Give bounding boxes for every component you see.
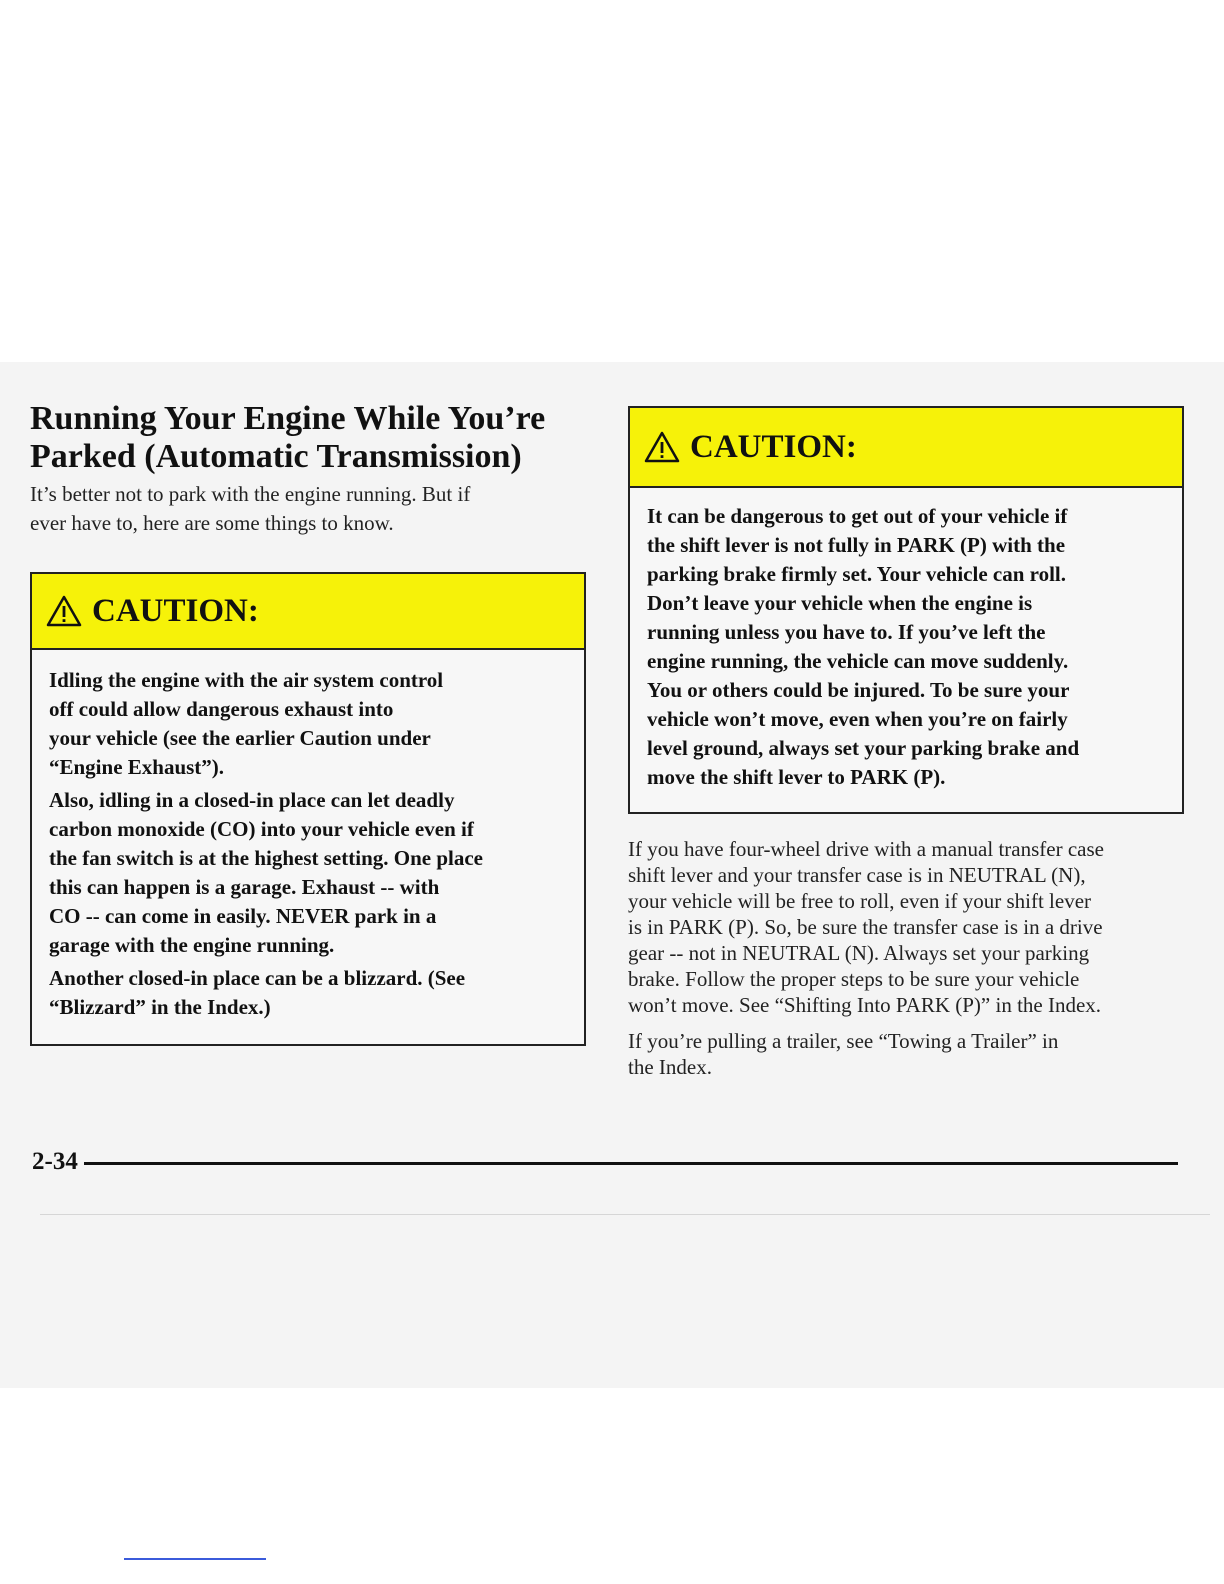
caution-right-line: vehicle won’t move, even when you’re on fairly — [647, 707, 1068, 731]
caution-left-line: CO -- can come in easily. NEVER park in a — [49, 904, 437, 928]
caution-left-line: off could allow dangerous exhaust into — [49, 697, 394, 721]
body-line: your vehicle will be free to roll, even if your shift lever — [628, 889, 1092, 913]
caution-left-paragraph-2 — [49, 786, 574, 960]
caution-title-right: CAUTION: — [690, 428, 857, 465]
intro-text — [30, 480, 590, 538]
caution-right-line: engine running, the vehicle can move suddenly. — [647, 649, 1069, 673]
caution-left-line: “Engine Exhaust”). — [49, 755, 225, 779]
caution-left-line: Also, idling in a closed-in place can let deadly — [49, 788, 455, 812]
caution-box-right — [628, 406, 1184, 814]
caution-right-paragraph — [647, 502, 1172, 792]
caution-left-paragraph-3 — [49, 964, 574, 1022]
page-number: 2-34 — [32, 1148, 78, 1175]
caution-right-line: running unless you have to. If you’ve left the — [647, 620, 1046, 644]
caution-left-line: Another closed-in place can be a blizzard. (See — [49, 966, 466, 990]
caution-body-left — [32, 650, 584, 1044]
caution-right-line: the shift lever is not fully in PARK (P) with the — [647, 533, 1066, 557]
left-column — [30, 400, 590, 1046]
body-line: is in PARK (P). So, be sure the transfer case is in a drive — [628, 915, 1103, 939]
caution-left-line: Idling the engine with the air system control — [49, 668, 444, 692]
body-line: won’t move. See “Shifting Into PARK (P)” in the Index. — [628, 993, 1102, 1017]
caution-right-line: Don’t leave your vehicle when the engine is — [647, 591, 1033, 615]
caution-left-line: this can happen is a garage. Exhaust -- with — [49, 875, 440, 899]
caution-left-line: “Blizzard” in the Index.) — [49, 995, 271, 1019]
caution-right-line: You or others could be injured. To be sure your — [647, 678, 1070, 702]
caution-body-right — [630, 488, 1182, 812]
caution-right-line: It can be dangerous to get out of your vehicle if — [647, 504, 1068, 528]
caution-header-left — [32, 574, 584, 650]
body-line: gear -- not in NEUTRAL (N). Always set your parking — [628, 941, 1090, 965]
caution-left-line: garage with the engine running. — [49, 933, 335, 957]
faint-divider — [40, 1214, 1210, 1215]
bottom-link-underline — [124, 1558, 266, 1560]
footer-rule — [84, 1162, 1178, 1165]
caution-right-line: move the shift lever to PARK (P). — [647, 765, 946, 789]
caution-title-left: CAUTION: — [92, 592, 259, 629]
page-footer — [32, 1148, 1178, 1176]
caution-left-line: carbon monoxide (CO) into your vehicle even if — [49, 817, 474, 841]
intro-line-2: ever have to, here are some things to know. — [30, 511, 394, 535]
right-column — [628, 406, 1188, 1080]
caution-left-line: the fan switch is at the highest setting. One place — [49, 846, 483, 870]
four-wheel-drive-paragraph — [628, 836, 1188, 1018]
section-title-line-2: Parked (Automatic Transmission) — [30, 438, 522, 475]
trailer-paragraph — [628, 1028, 1188, 1080]
caution-right-line: level ground, always set your parking brake and — [647, 736, 1080, 760]
warning-triangle-icon — [46, 595, 82, 627]
body-line: If you’re pulling a trailer, see “Towing a Trailer” in — [628, 1029, 1059, 1053]
caution-header-right — [630, 408, 1182, 488]
intro-line-1: It’s better not to park with the engine running. But if — [30, 482, 471, 506]
caution-left-line: your vehicle (see the earlier Caution under — [49, 726, 431, 750]
section-title-line-1: Running Your Engine While You’re — [30, 400, 546, 437]
warning-triangle-icon — [644, 431, 680, 463]
body-line: shift lever and your transfer case is in NEUTRAL (N), — [628, 863, 1086, 887]
caution-left-paragraph-1 — [49, 666, 574, 782]
body-line: If you have four-wheel drive with a manual transfer case — [628, 837, 1104, 861]
caution-right-line: parking brake firmly set. Your vehicle can roll. — [647, 562, 1067, 586]
section-title — [30, 400, 590, 476]
body-line: the Index. — [628, 1055, 712, 1079]
body-line: brake. Follow the proper steps to be sure your vehicle — [628, 967, 1080, 991]
caution-box-left — [30, 572, 586, 1046]
